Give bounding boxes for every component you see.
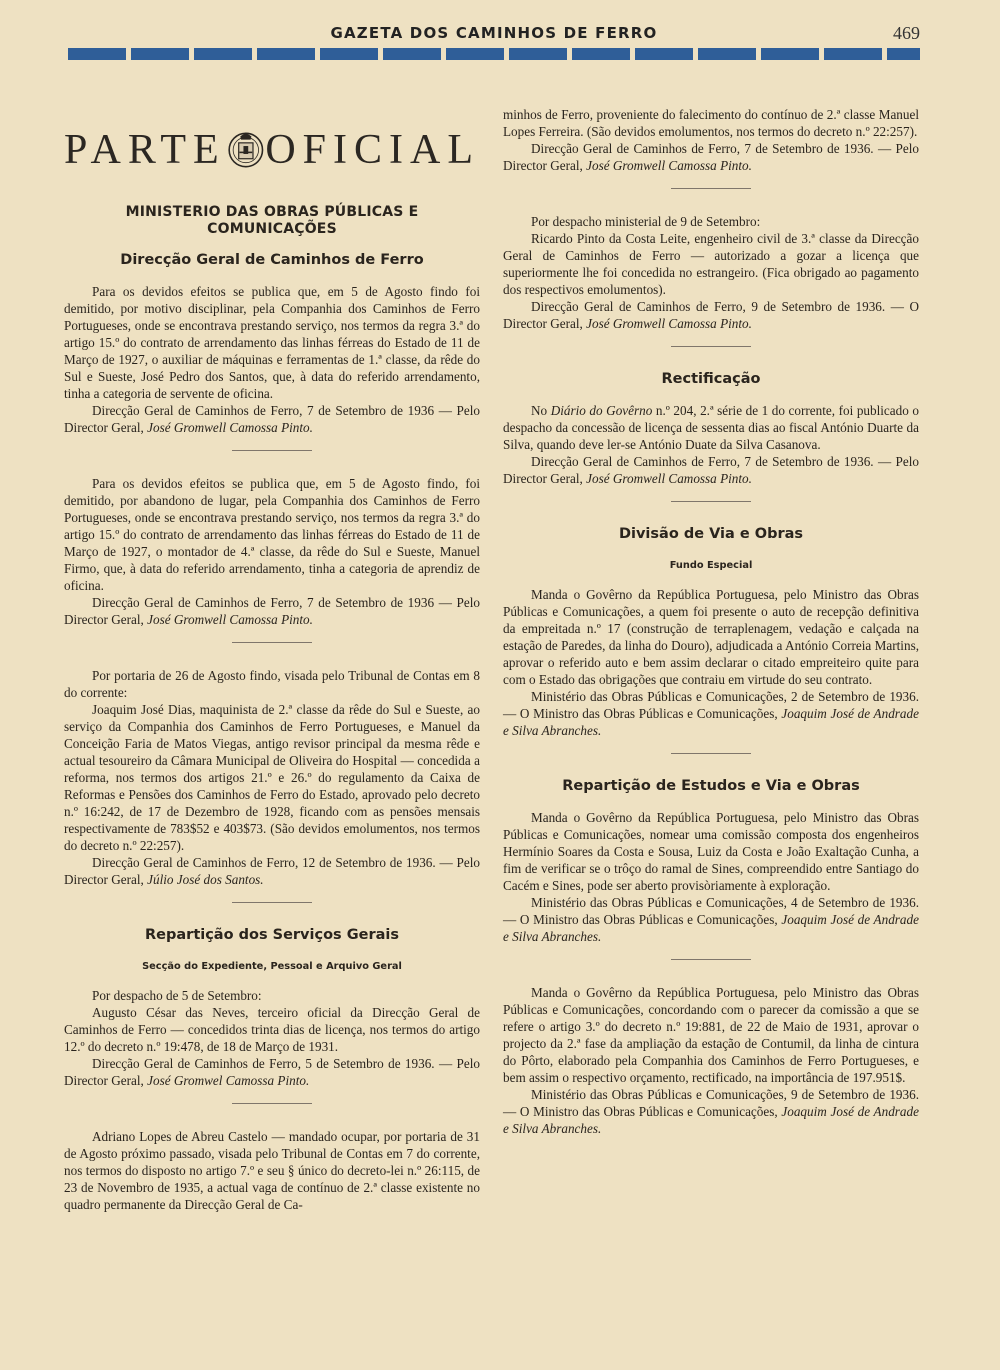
notice-signature bbox=[64, 594, 480, 628]
header-rule bbox=[68, 48, 920, 60]
notice-paragraph: Para os devidos efeitos se publica que, em 5 de Agosto findo, foi demitido, por abandono de lugar, pela Companhia dos Caminhos de Ferro Portugueses, onde se encontrava prestando serviço, nos termos da regra 3.ª do artigo 15.º do contrato de arrendamento das linhas férreas do Estado de 11 de Março de 1927, o montador de 4.ª classe, da rêde do Sul e Sueste, Manuel Firmo, que, à data do referido arrendamento, tinha a categoria de aprendiz de oficina. bbox=[64, 476, 480, 593]
notice-intro: Por despacho de 5 de Setembro: bbox=[92, 988, 262, 1003]
section-divider bbox=[232, 642, 312, 643]
notice-paragraph: Para os devidos efeitos se publica que, em 5 de Agosto findo foi demitido, por motivo disciplinar, pela Companhia dos Caminhos de Ferro Portugueses, onde se encontrava prestando serviço, nos termos da regra 3.ª do artigo 15.º do contrato de arrendamento das linhas férreas do Estado de 11 de Março de 1927, o auxiliar de máquinas e ferramentas de 1.ª classe, da rêde do Sul e Sueste, José Pedro dos Santos, que, à data do referido arrendamento, tinha a categoria de servente de oficina. bbox=[64, 284, 480, 401]
masthead bbox=[64, 112, 480, 188]
publication-name: Diário do Govêrno bbox=[550, 403, 653, 418]
notice-paragraph bbox=[503, 402, 919, 453]
notice-signature bbox=[503, 140, 919, 174]
signature-name: José Gromwell Camossa Pinto. bbox=[147, 420, 313, 435]
signature-name: José Gromwell Camossa Pinto. bbox=[586, 316, 752, 331]
section-divider bbox=[671, 959, 751, 960]
section-divider bbox=[671, 346, 751, 347]
section-divider bbox=[232, 902, 312, 903]
ministry-heading: MINISTERIO DAS OBRAS PÚBLICAS E COMUNICAÇÕES bbox=[125, 204, 419, 237]
section-divider bbox=[671, 501, 751, 502]
signature-name: José Gromwell Camossa Pinto. bbox=[147, 612, 313, 627]
notice-paragraph: minhos de Ferro, proveniente do falecimento do contínuo de 2.ª classe Manuel Lopes Ferreira. (São devidos emolumentos, nos termos do decreto n.º 22:257). bbox=[503, 107, 919, 139]
directorate-heading: Direcção Geral de Caminhos de Ferro bbox=[120, 252, 424, 268]
publication-title: GAZETA DOS CAMINHOS DE FERRO bbox=[330, 24, 658, 42]
notice-paragraph: Augusto César das Neves, terceiro oficial da Direcção Geral de Caminhos de Ferro — concedidos trinta dias de licença, nos termos do artigo 12.º do decreto n.º 19:478, de 18 de Março de 1931. bbox=[64, 1005, 480, 1054]
signature-name: Joaquim José de Andrade e Silva Abranches. bbox=[503, 706, 919, 738]
notice-paragraph: Adriano Lopes de Abreu Castelo — mandado ocupar, por portaria de 31 de Agosto próximo passado, visada pelo Tribunal de Contas em 7 do corrente, nos termos do disposto no artigo 7.º e seu § único do decreto-lei n.º 26:115, de 23 de Novembro de 1935, a actual vaga de contínuo de 2.ª classe existente no quadro permanente da Direcção Geral de Ca- bbox=[64, 1129, 480, 1212]
notice-signature bbox=[503, 894, 919, 945]
notice-intro: Por despacho ministerial de 9 de Setembro: bbox=[531, 214, 761, 229]
notice-signature bbox=[64, 854, 480, 888]
signature-name: José Gromwel Camossa Pinto. bbox=[147, 1073, 310, 1088]
masthead-right-word: OFICIAL bbox=[265, 126, 480, 173]
studies-heading: Repartição de Estudos e Via e Obras bbox=[562, 778, 860, 794]
signature-prefix: Direcção Geral de Caminhos de Ferro, 7 de Setembro de 1936 — Pelo Director Geral, bbox=[64, 403, 480, 435]
services-heading: Repartição dos Serviços Gerais bbox=[145, 927, 399, 943]
notice-signature bbox=[503, 453, 919, 487]
text-segment: No bbox=[531, 403, 551, 418]
notice-signature bbox=[64, 402, 480, 436]
left-column bbox=[64, 92, 480, 1213]
notice-signature bbox=[503, 1086, 919, 1137]
signature-prefix: Direcção Geral de Caminhos de Ferro, 12 de Setembro de 1936. — Pelo Director Geral, bbox=[64, 855, 480, 887]
signature-prefix: Direcção Geral de Caminhos de Ferro, 7 de Setembro de 1936 — Pelo Director Geral, bbox=[64, 595, 480, 627]
notice-signature bbox=[503, 688, 919, 739]
signature-name: José Gromwell Camossa Pinto. bbox=[586, 471, 752, 486]
right-column bbox=[503, 106, 919, 1137]
notice-intro: Por portaria de 26 de Agosto findo, visada pelo Tribunal de Contas em 8 do corrente: bbox=[64, 668, 480, 700]
notice-signature bbox=[64, 1055, 480, 1089]
section-divider bbox=[671, 188, 751, 189]
notice-paragraph: Manda o Govêrno da República Portuguesa, pelo Ministro das Obras Públicas e Comunicações, nomear uma comissão composta dos engenheiros Hermínio Soares da Costa e Sousa, Luiz da Costa e João Exaltação Cunha, a fim de verificar se o trôço do ramal de Sines, compreendido entre Santiago do Cacém e Sines, pode ser aberto provisòriamente à exploração. bbox=[503, 810, 919, 893]
page-header bbox=[68, 22, 920, 62]
masthead-left-word: PARTE bbox=[64, 126, 226, 173]
signature-name: Joaquim José de Andrade e Silva Abranches. bbox=[503, 912, 919, 944]
works-division-subheading: Fundo Especial bbox=[669, 560, 753, 571]
signature-name: José Gromwell Camossa Pinto. bbox=[586, 158, 752, 173]
signature-name: Joaquim José de Andrade e Silva Abranches. bbox=[503, 1104, 919, 1136]
notice-paragraph: Manda o Govêrno da República Portuguesa, pelo Ministro das Obras Públicas e Comunicações, a quem foi presente o auto de recepção definitiva da empreitada n.º 17 (construção de terraplenagem, vedação e calçada na estação de Paredes, da linha do Douro), adjudicada a António Correia Martins, aprovar o referido auto e bem assim declarar o citado empreiteiro quite para com o Estado das obrigações que contraiu em virtude do seu contrato. bbox=[503, 587, 919, 687]
signature-prefix: Direcção Geral de Caminhos de Ferro, 7 de Setembro de 1936. — Pelo Director Geral, bbox=[503, 141, 919, 173]
signature-prefix: Direcção Geral de Caminhos de Ferro, 9 de Setembro de 1936. — O Director Geral, bbox=[503, 299, 919, 331]
notice-paragraph: Ricardo Pinto da Costa Leite, engenheiro civil de 3.ª classe da Direcção Geral de Caminhos de Ferro — autorizado a gozar a licença que superiormente lhe foi concedida no estrangeiro. (Fica obrigado ao pagamento dos respectivos emolumentos). bbox=[503, 231, 919, 297]
signature-prefix: Direcção Geral de Caminhos de Ferro, 5 de Setembro de 1936. — Pelo Director Geral, bbox=[64, 1056, 480, 1088]
section-divider bbox=[671, 753, 751, 754]
notice-signature bbox=[503, 298, 919, 332]
section-divider bbox=[232, 1103, 312, 1104]
services-subheading: Secção do Expediente, Pessoal e Arquivo Geral bbox=[142, 961, 402, 972]
signature-prefix: Ministério das Obras Públicas e Comunicações, 2 de Setembro de 1936. — O Ministro das Obras Públicas e Comunicações, bbox=[503, 689, 919, 721]
signature-prefix: Ministério das Obras Públicas e Comunicações, 9 de Setembro de 1936. — O Ministro das Obras Públicas e Comunicações, bbox=[503, 1087, 919, 1119]
page-number: 469 bbox=[893, 23, 920, 43]
coat-of-arms-icon bbox=[226, 121, 266, 179]
signature-prefix: Direcção Geral de Caminhos de Ferro, 7 de Setembro de 1936. — Pelo Director Geral, bbox=[503, 454, 919, 486]
rectification-heading: Rectificação bbox=[661, 371, 761, 387]
signature-name: Júlio José dos Santos. bbox=[147, 872, 264, 887]
signature-prefix: Ministério das Obras Públicas e Comunicações, 4 de Setembro de 1936. — O Ministro das Obras Públicas e Comunicações, bbox=[503, 895, 919, 927]
works-division-heading: Divisão de Via e Obras bbox=[618, 526, 804, 542]
notice-paragraph: Manda o Govêrno da República Portuguesa, pelo Ministro das Obras Públicas e Comunicações, concordando com o parecer da comissão a que se refere o artigo 3.º do decreto n.º 19:881, de 22 de Maio de 1931, aprovar o projecto da 2.ª fase da ampliação da estação de Contumil, da linha de cintura do Pôrto, elaborado pela Companhia dos Caminhos de Ferro Portugueses, e bem assim o respectivo orçamento, rectificado, na importância de 197.951$. bbox=[503, 985, 919, 1085]
text-segment: n.º 204, 2.ª série de 1 do corrente, foi publicado o despacho da concessão de licença de sessenta dias ao fiscal António Duarte da Silva, quando deve ler-se António Duate da Silva Casanova. bbox=[503, 403, 919, 452]
notice-paragraph: Joaquim José Dias, maquinista de 2.ª classe da rêde do Sul e Sueste, ao serviço da Companhia dos Caminhos de Ferro Portugueses, e Manuel da Conceição Faria de Matos Viegas, antigo revisor principal da mesma rêde e actual tesoureiro da Câmara Municipal de Oliveira do Hospital — concedida a reforma, nos termos dos artigos 21.º e 26.º do regulamento da Caixa de Reformas e Pensões dos Caminhos de Ferro do Estado, aprovado pelo decreto n.º 16:242, de 17 de Dezembro de 1928, ficando com as pensões mensais respectivamente de 783$52 e 403$73. (São devidos emolumentos, nos termos do decreto n.º 22:257). bbox=[64, 702, 480, 853]
section-divider bbox=[232, 450, 312, 451]
